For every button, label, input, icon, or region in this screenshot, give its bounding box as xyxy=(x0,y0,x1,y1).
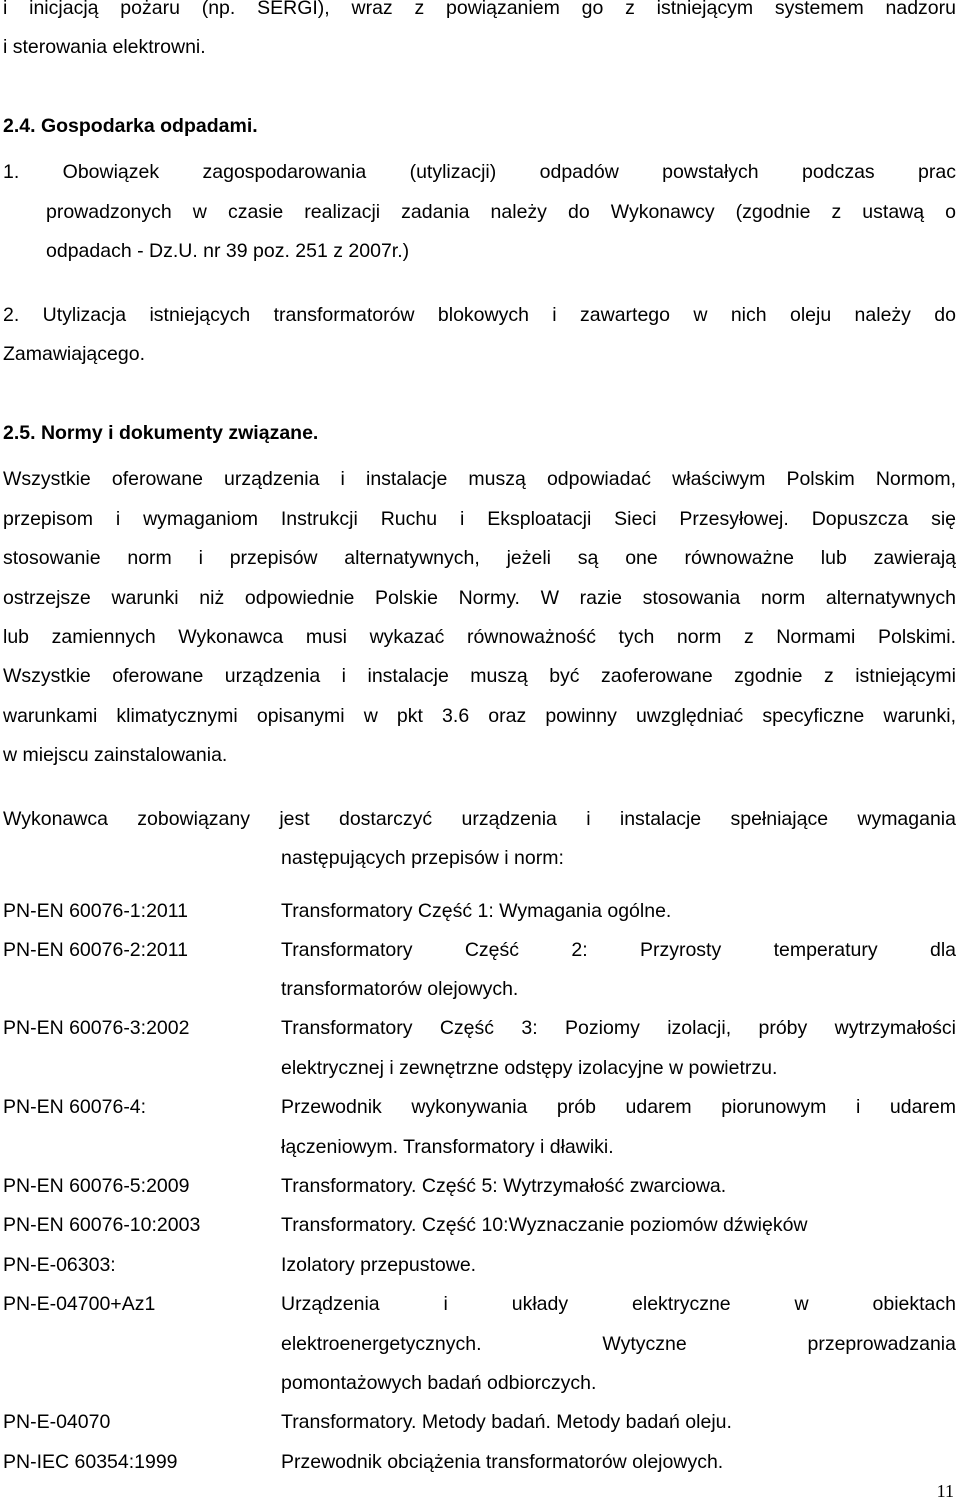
intro-line: i inicjacją pożaru (np. SERGI), wraz z powiązaniem go z istniejącym systemem nadzoru xyxy=(3,0,956,19)
paragraph-line: warunkami klimatycznymi opisanymi w pkt 3.6 oraz powinny uwzględniać specyficzne warunki, xyxy=(3,705,956,727)
obligation-line: Wykonawca zobowiązany jest dostarczyć urządzenia i instalacje spełniające wymagania xyxy=(3,808,956,830)
standard-code: PN-EN 60076-10:2003 xyxy=(3,1214,201,1236)
section-heading: 2.4. Gospodarka odpadami. xyxy=(3,115,258,137)
standard-description: pomontażowych badań odbiorczych. xyxy=(281,1372,597,1394)
standard-description: elektrycznej i zewnętrzne odstępy izolacyjne w powietrzu. xyxy=(281,1057,778,1079)
standard-code: PN-E-04070 xyxy=(3,1411,111,1433)
list-item-line: 1. Obowiązek zagospodarowania (utylizacji) odpadów powstałych podczas prac xyxy=(3,161,956,183)
paragraph-line: Wszystkie oferowane urządzenia i instalacje muszą odpowiadać właściwym Polskim Normom, xyxy=(3,468,956,490)
standard-code: PN-IEC 60354:1999 xyxy=(3,1451,178,1473)
section-heading: 2.5. Normy i dokumenty związane. xyxy=(3,422,319,444)
standard-code: PN-E-06303: xyxy=(3,1254,116,1276)
standard-description: Transformatory. Część 10:Wyznaczanie poziomów dźwięków xyxy=(281,1214,808,1236)
page-number: 11 xyxy=(936,1481,954,1501)
standard-code: PN-E-04700+Az1 xyxy=(3,1293,156,1315)
standard-description: Przewodnik wykonywania prób udarem piorunowym i udarem xyxy=(281,1096,956,1118)
list-item-line: prowadzonych w czasie realizacji zadania należy do Wykonawcy (zgodnie z ustawą o xyxy=(46,201,956,223)
list-item-line: 2. Utylizacja istniejących transformatorów blokowych i zawartego w nich oleju należy do xyxy=(3,304,956,326)
standard-description: Transformatory Część 1: Wymagania ogólne. xyxy=(281,900,672,922)
standard-description: Transformatory Część 2: Przyrosty temperatury dla xyxy=(281,939,956,961)
paragraph-line: lub zamiennych Wykonawca musi wykazać równoważność tych norm z Normami Polskimi. xyxy=(3,626,956,648)
paragraph-line: stosowanie norm i przepisów alternatywnych, jeżeli są one równoważne lub zawierają xyxy=(3,547,956,569)
standard-code: PN-EN 60076-3:2002 xyxy=(3,1017,190,1039)
standard-code: PN-EN 60076-5:2009 xyxy=(3,1175,190,1197)
standard-code: PN-EN 60076-4: xyxy=(3,1096,147,1118)
standard-description: Transformatory Część 3: Poziomy izolacji, próby wytrzymałości xyxy=(281,1017,956,1039)
standard-description: Przewodnik obciążenia transformatorów olejowych. xyxy=(281,1451,724,1473)
standard-code: PN-EN 60076-1:2011 xyxy=(3,900,189,922)
standard-description: Izolatory przepustowe. xyxy=(281,1254,477,1276)
intro-line: i sterowania elektrowni. xyxy=(3,36,206,58)
list-item-line: Zamawiającego. xyxy=(3,343,145,365)
standard-code: PN-EN 60076-2:2011 xyxy=(3,939,189,961)
standard-description: Transformatory. Część 5: Wytrzymałość zwarciowa. xyxy=(281,1175,727,1197)
standard-description: Urządzenia i układy elektryczne w obiektach xyxy=(281,1293,956,1315)
paragraph-line: Wszystkie oferowane urządzenia i instalacje muszą być zaoferowane zgodnie z istniejącymi xyxy=(3,665,956,687)
paragraph-line: w miejscu zainstalowania. xyxy=(3,744,228,766)
paragraph-line: przepisom i wymaganiom Instrukcji Ruchu i Eksploatacji Sieci Przesyłowej. Dopuszcza się xyxy=(3,508,956,530)
obligation-line: następujących przepisów i norm: xyxy=(281,847,564,869)
paragraph-line: ostrzejsze warunki niż odpowiednie Polskie Normy. W razie stosowania norm alternatywnych xyxy=(3,587,956,609)
standard-description: elektroenergetycznych. Wytyczne przeprowadzania xyxy=(281,1333,956,1355)
standard-description: łączeniowym. Transformatory i dławiki. xyxy=(281,1136,614,1158)
standard-description: transformatorów olejowych. xyxy=(281,978,519,1000)
standard-description: Transformatory. Metody badań. Metody badań oleju. xyxy=(281,1411,732,1433)
list-item-line: odpadach - Dz.U. nr 39 poz. 251 z 2007r.) xyxy=(46,240,410,262)
